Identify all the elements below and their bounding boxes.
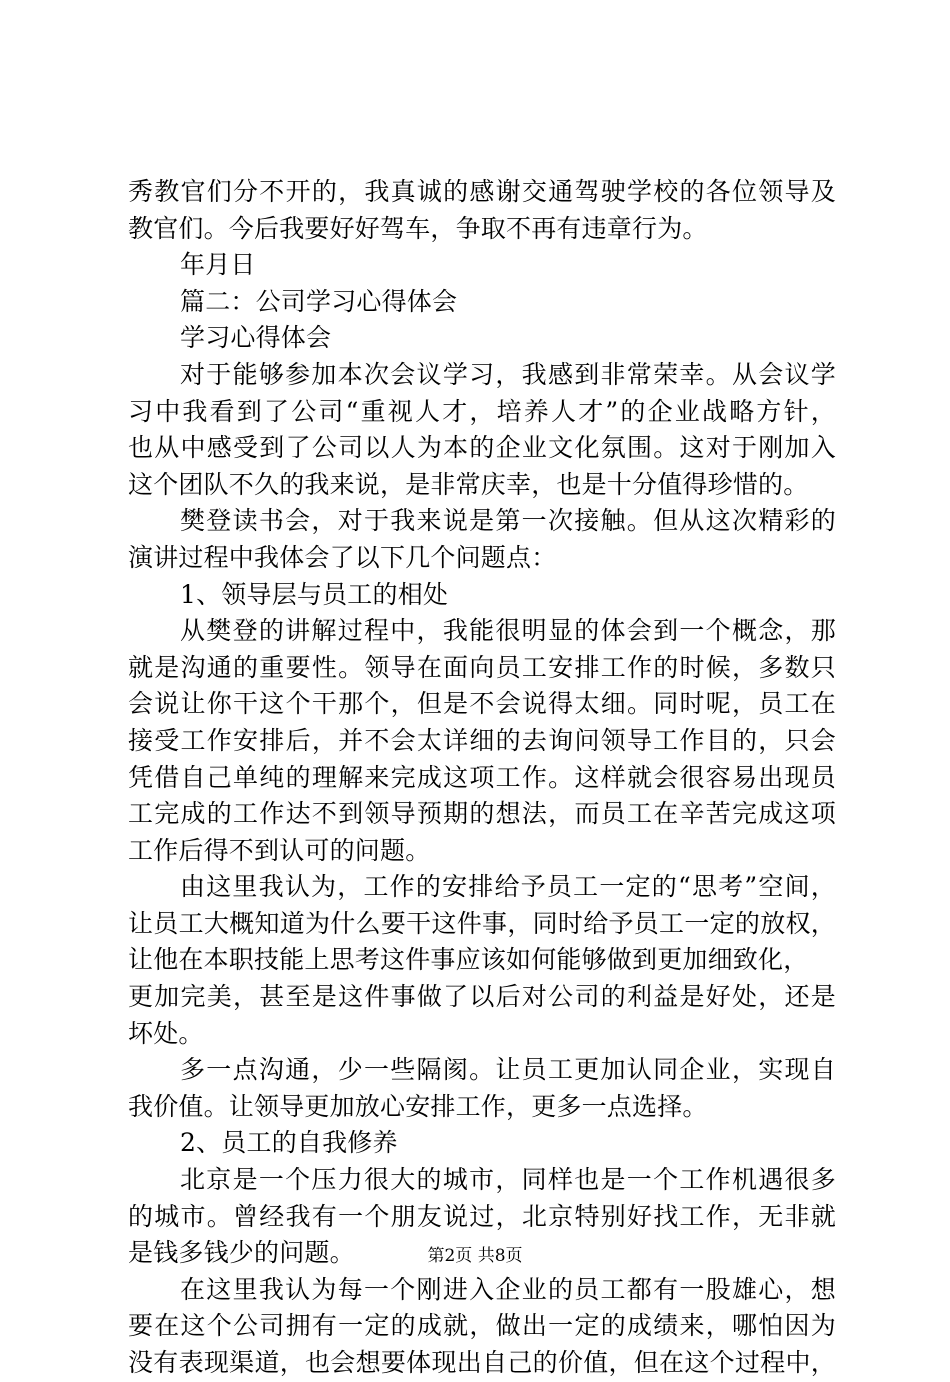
text-line: 没有表现渠道，也会想要体现出自己的价值，但在这个过程中， xyxy=(128,1348,836,1377)
text-line: 北京是一个压力很大的城市，同样也是一个工作机遇很多 xyxy=(180,1165,836,1195)
text-line: 让他在本职技能上思考这件事应该如何能够做到更加细致化， xyxy=(128,945,809,975)
text-line: 工完成的工作达不到领导预期的想法，而员工在辛苦完成这项 xyxy=(128,799,836,829)
text-line: 对于能够参加本次会议学习，我感到非常荣幸。从会议学 xyxy=(180,359,836,389)
text-line: 从樊登的讲解过程中，我能很明显的体会到一个概念，那 xyxy=(180,616,836,646)
text-line: 让员工大概知道为什么要干这件事，同时给予员工一定的放权， xyxy=(128,908,836,938)
text-line: 学习心得体会 xyxy=(180,323,332,353)
text-line: 更加完美，甚至是这件事做了以后对公司的利益是好处，还是 xyxy=(128,982,836,1012)
text-line: 秀教官们分不开的，我真诚的感谢交通驾驶学校的各位领导及 xyxy=(128,177,836,206)
text-line: 由这里我认为，工作的安排给予员工一定的“思考”空间， xyxy=(180,872,836,902)
text-line: 凭借自己单纯的理解来完成这项工作。这样就会很容易出现员 xyxy=(128,762,836,792)
text-line: 多一点沟通，少一些隔阂。让员工更加认同企业，实现自 xyxy=(180,1055,836,1085)
text-line: 接受工作安排后，并不会太详细的去询问领导工作目的，只会 xyxy=(128,725,836,755)
text-line: 的城市。曾经我有一个朋友说过，北京特别好找工作，无非就 xyxy=(128,1201,836,1231)
text-line: 坏处。 xyxy=(128,1018,204,1048)
text-line: 工作后得不到认可的问题。 xyxy=(128,835,431,865)
text-line: 演讲过程中我体会了以下几个问题点： xyxy=(128,542,557,572)
page-footer: 第2页 共8页 xyxy=(427,1246,523,1266)
text-line: 教官们。今后我要好好驾车，争取不再有违章行为。 xyxy=(128,213,708,243)
text-line: 2、员工的自我修养 xyxy=(180,1128,398,1158)
text-line: 在这里我认为每一个刚进入企业的员工都有一股雄心，想 xyxy=(180,1274,836,1304)
text-line: 1、领导层与员工的相处 xyxy=(180,579,449,609)
text-line: 就是沟通的重要性。领导在面向员工安排工作的时候，多数只 xyxy=(128,652,836,682)
text-line: 我价值。让领导更加放心安排工作，更多一点选择。 xyxy=(128,1091,708,1121)
text-line: 樊登读书会，对于我来说是第一次接触。但从这次精彩的 xyxy=(180,506,836,536)
text-line: 这个团队不久的我来说，是非常庆幸，也是十分值得珍惜的。 xyxy=(128,469,809,499)
text-line: 年月日 xyxy=(180,250,256,280)
document-body xyxy=(128,174,836,1382)
text-line: 习中我看到了公司“重视人才，培养人才”的企业战略方针， xyxy=(128,396,836,426)
text-line: 也从中感受到了公司以人为本的企业文化氛围。这对于刚加入 xyxy=(128,433,836,463)
text-line: 是钱多钱少的问题。 xyxy=(128,1238,355,1268)
text-line: 会说让你干这个干那个，但是不会说得太细。同时呢，员工在 xyxy=(128,689,836,719)
text-line: 篇二：公司学习心得体会 xyxy=(180,286,458,316)
text-line: 要在这个公司拥有一定的成就，做出一定的成绩来，哪怕因为 xyxy=(128,1311,836,1341)
